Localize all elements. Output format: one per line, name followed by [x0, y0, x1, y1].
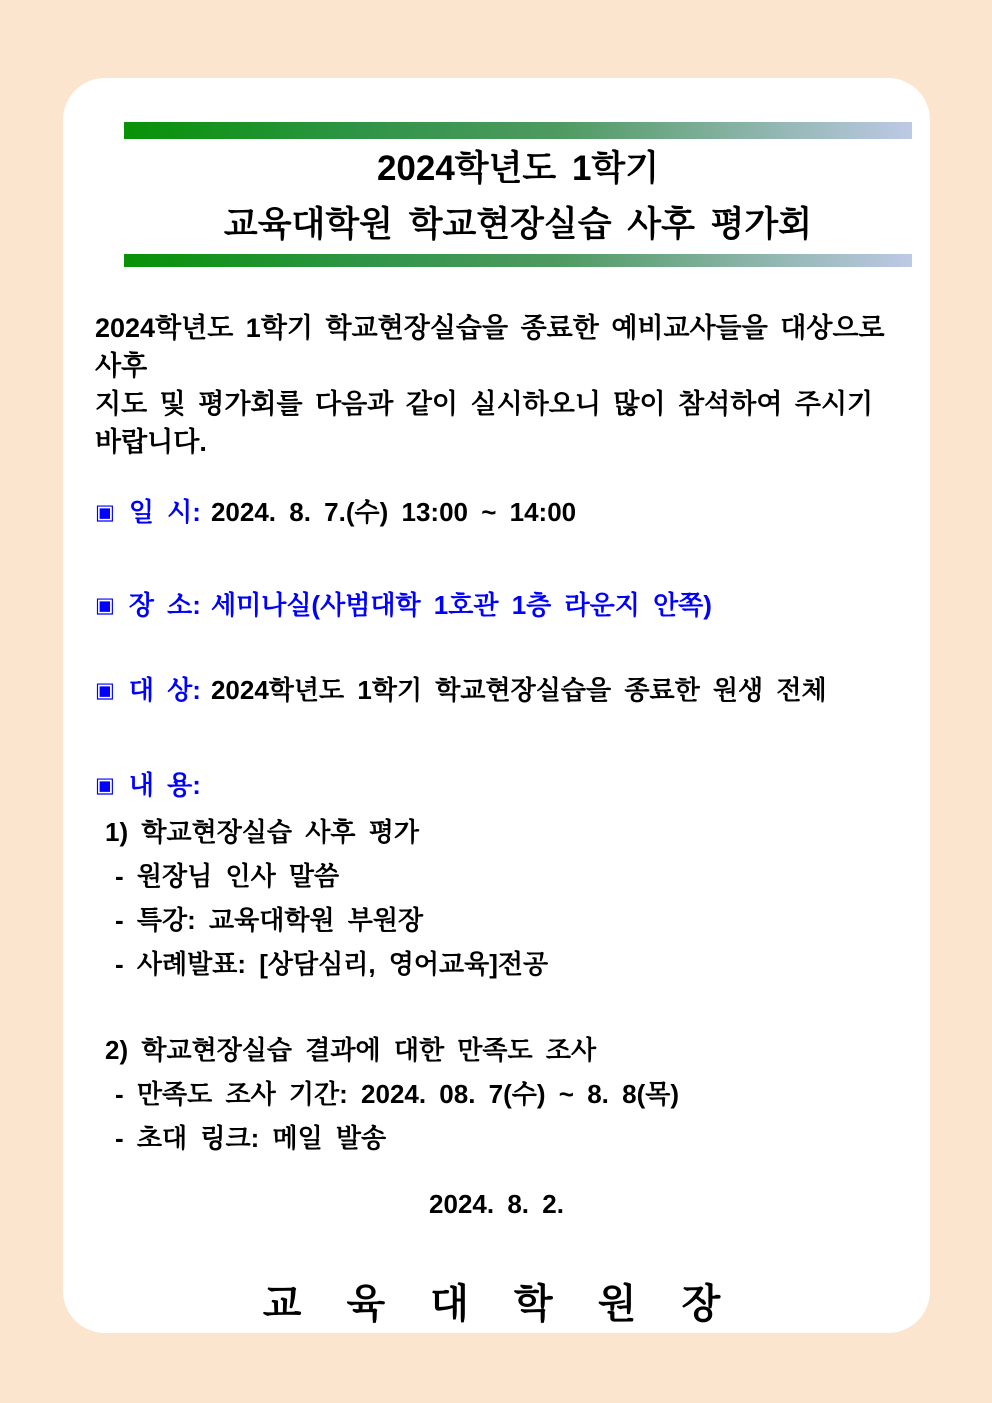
section-contents-label: 내 용: — [128, 770, 201, 800]
notice-date: 2024. 8. 2. — [429, 1189, 564, 1219]
content-group-2 — [63, 1035, 930, 1153]
group-2-heading: 2) 학교현장실습 결과에 대한 만족도 조사 — [105, 1035, 597, 1065]
section-datetime-value: 2024. 8. 7.(수) 13:00 ~ 14:00 — [210, 497, 577, 527]
section-datetime-label: 일 시: — [128, 497, 201, 527]
signature-title: 교 육 대 학 원 장 — [262, 1282, 731, 1326]
square-bullet-icon: ▣ — [95, 774, 115, 797]
content-group-1 — [63, 817, 930, 979]
square-bullet-icon: ▣ — [95, 594, 115, 617]
group-1-heading: 1) 학교현장실습 사후 평가 — [105, 817, 419, 847]
intro-line-1: 2024학년도 1학기 학교현장실습을 종료한 예비교사들을 대상으로 사후 — [95, 313, 885, 381]
section-contents — [63, 770, 930, 803]
banner-bottom-bar — [124, 254, 912, 267]
group-1-item: - 원장님 인사 말씀 — [115, 861, 340, 891]
title-line-1: 2024학년도 1학기 — [376, 149, 660, 188]
section-location-label: 장 소: — [128, 590, 201, 620]
group-1-item: - 특강: 교육대학원 부원장 — [115, 905, 424, 935]
group-2-item: - 만족도 조사 기간: 2024. 08. 7(수) ~ 8. 8(목) — [115, 1079, 680, 1109]
intro-paragraph — [95, 309, 902, 461]
notice-card — [63, 78, 930, 1333]
square-bullet-icon: ▣ — [95, 679, 115, 702]
group-2-item: - 초대 링크: 메일 발송 — [115, 1123, 387, 1153]
section-location — [63, 590, 930, 623]
square-bullet-icon: ▣ — [95, 501, 115, 524]
section-target — [63, 675, 930, 708]
title-line-2: 교육대학원 학교현장실습 사후 평가회 — [223, 205, 813, 244]
group-1-item: - 사례발표: [상담심리, 영어교육]전공 — [115, 949, 549, 979]
section-datetime — [63, 497, 930, 530]
section-location-value: 세미나실(사범대학 1호관 1층 라운지 안쪽) — [210, 590, 712, 620]
banner-top-bar — [124, 122, 912, 139]
intro-line-2: 지도 및 평가회를 다음과 같이 실시하오니 많이 참석하여 주시기 바랍니다. — [95, 389, 874, 457]
section-target-label: 대 상: — [128, 675, 201, 705]
section-target-value: 2024학년도 1학기 학교현장실습을 종료한 원생 전체 — [210, 675, 827, 705]
